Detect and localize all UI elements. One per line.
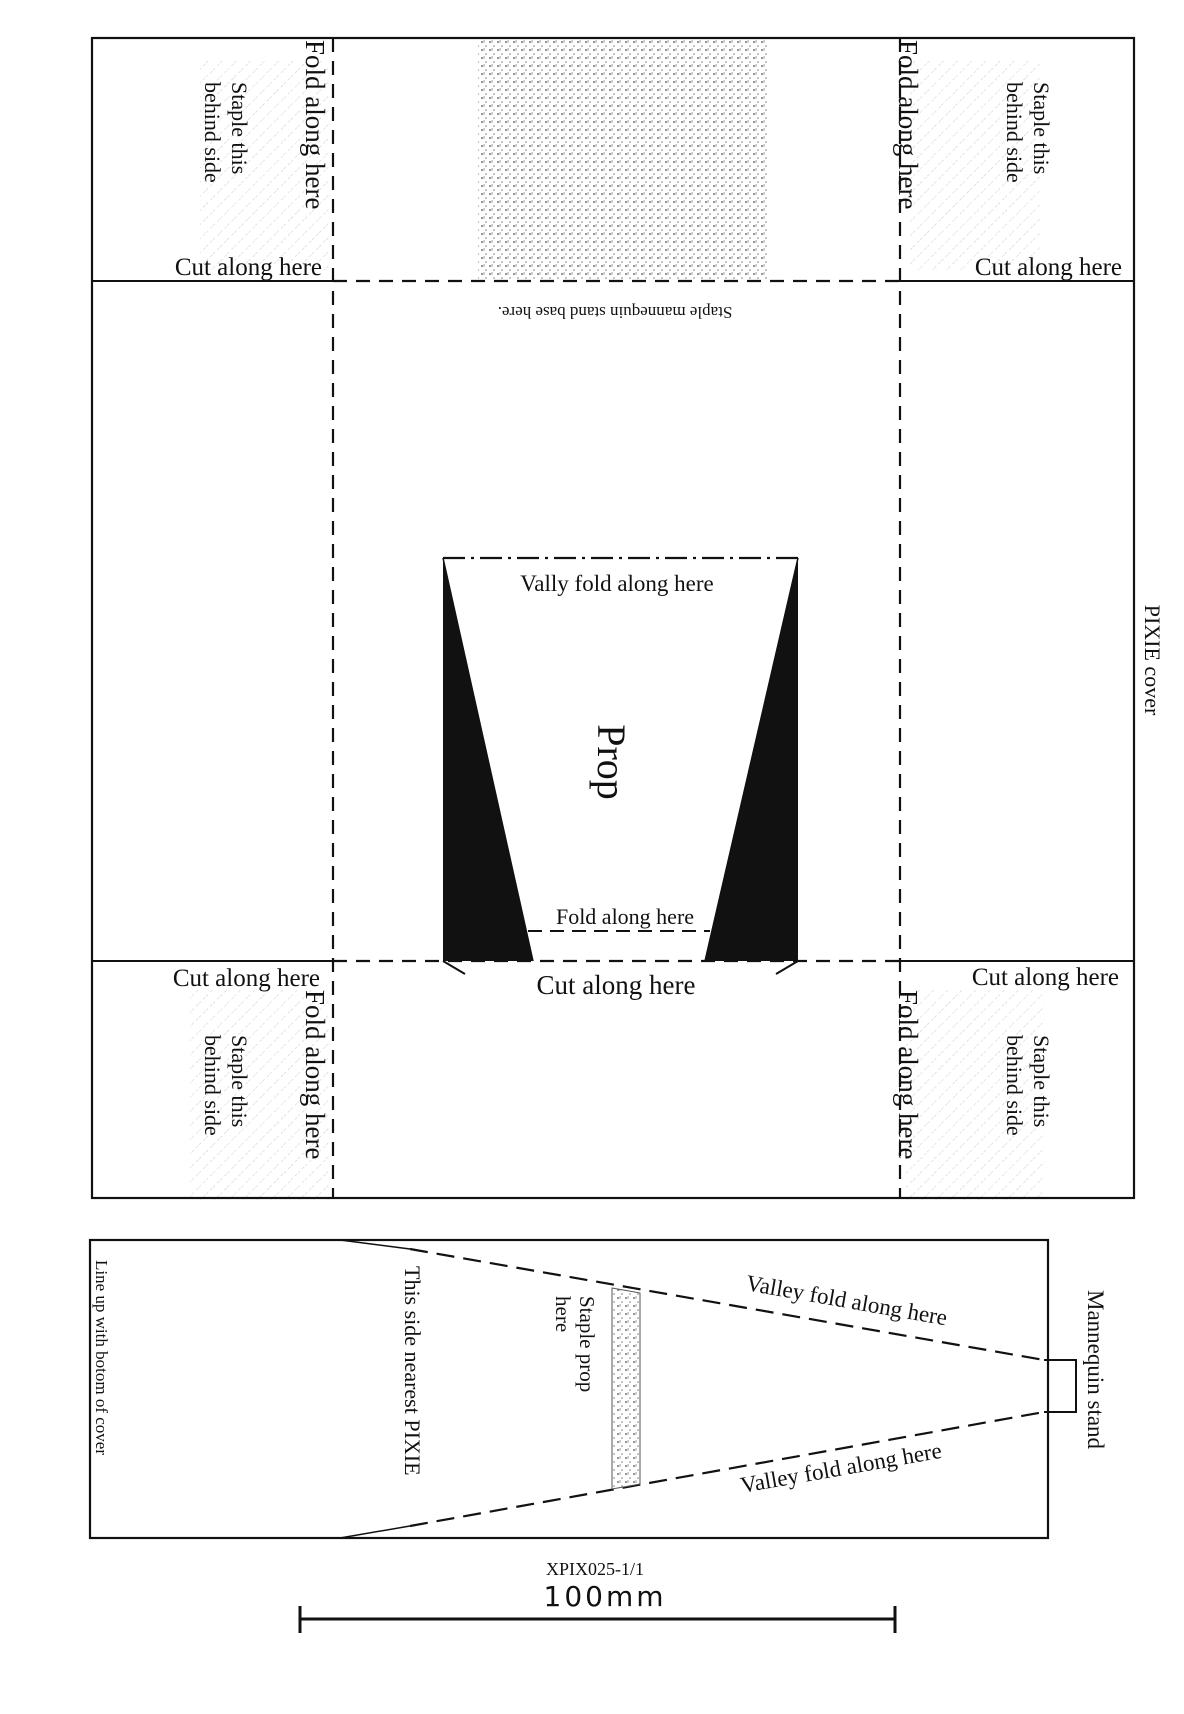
stand-left-label: Line up with botom of cover	[92, 1260, 111, 1455]
bottom-right-fold-label: Fold along here	[893, 990, 923, 1160]
cover-side-label: PIXIE cover	[1140, 604, 1165, 716]
cover-template	[92, 38, 1165, 1200]
stand-upper-fold-label: Valley fold along here	[744, 1270, 950, 1331]
stand-taper-lower-left	[340, 1526, 410, 1538]
bottom-left-fold-label: Fold along here	[300, 990, 330, 1160]
stand-outline	[90, 1240, 1048, 1538]
top-right-cut-label: Cut along here	[974, 254, 1122, 281]
prop-bottom-fold-label: Fold along here	[555, 904, 695, 929]
bottom-left-staple-line1: Staple this	[227, 1035, 252, 1128]
stand-lower-fold-line	[410, 1412, 1044, 1526]
bottom-left-cut-label: Cut along here	[172, 965, 320, 992]
top-right-staple-line1: Staple this	[1029, 82, 1054, 175]
prop-corner-cut-left	[443, 961, 465, 974]
staple-base-label: Staple mannequin stand base here.	[497, 303, 733, 322]
stand-template	[90, 1240, 1108, 1538]
staple-strip-top	[478, 40, 768, 280]
stand-staple-strip	[612, 1288, 640, 1489]
stand-staple-line2: here	[551, 1296, 575, 1333]
top-left-cut-label: Cut along here	[174, 254, 322, 281]
bottom-right-cut-label: Cut along here	[971, 964, 1119, 991]
bottom-right-staple-line2: behind side	[1002, 1035, 1027, 1136]
bottom-center-cut-label: Cut along here	[536, 970, 696, 1000]
stand-right-label: Mannequin stand	[1083, 1290, 1108, 1450]
prop-title: Prop	[589, 724, 634, 800]
top-right-staple-line2: behind side	[1002, 82, 1027, 183]
scale-bar	[300, 1580, 895, 1633]
stand-lower-fold-label: Valley fold along here	[738, 1437, 944, 1498]
stand-upper-fold-line	[410, 1249, 1044, 1360]
stand-staple-line1: Staple prop	[575, 1296, 599, 1393]
top-left-fold-label: Fold along here	[300, 40, 330, 210]
bottom-left-staple-line2: behind side	[200, 1035, 225, 1136]
prop-top-fold-label: Vally fold along here	[520, 571, 714, 596]
scale-bar-label: 100mm	[543, 1580, 667, 1613]
stand-near-label: This side nearest PIXIE	[400, 1266, 425, 1476]
top-left-staple-line2: behind side	[200, 82, 225, 183]
prop-corner-cut-right	[776, 961, 798, 974]
bottom-right-staple-line1: Staple this	[1029, 1035, 1054, 1128]
top-right-fold-label: Fold along here	[893, 40, 923, 210]
top-left-staple-line1: Staple this	[227, 82, 252, 175]
reference-code: XPIX025-1/1	[546, 1559, 644, 1579]
stand-taper-upper-left	[340, 1240, 410, 1249]
